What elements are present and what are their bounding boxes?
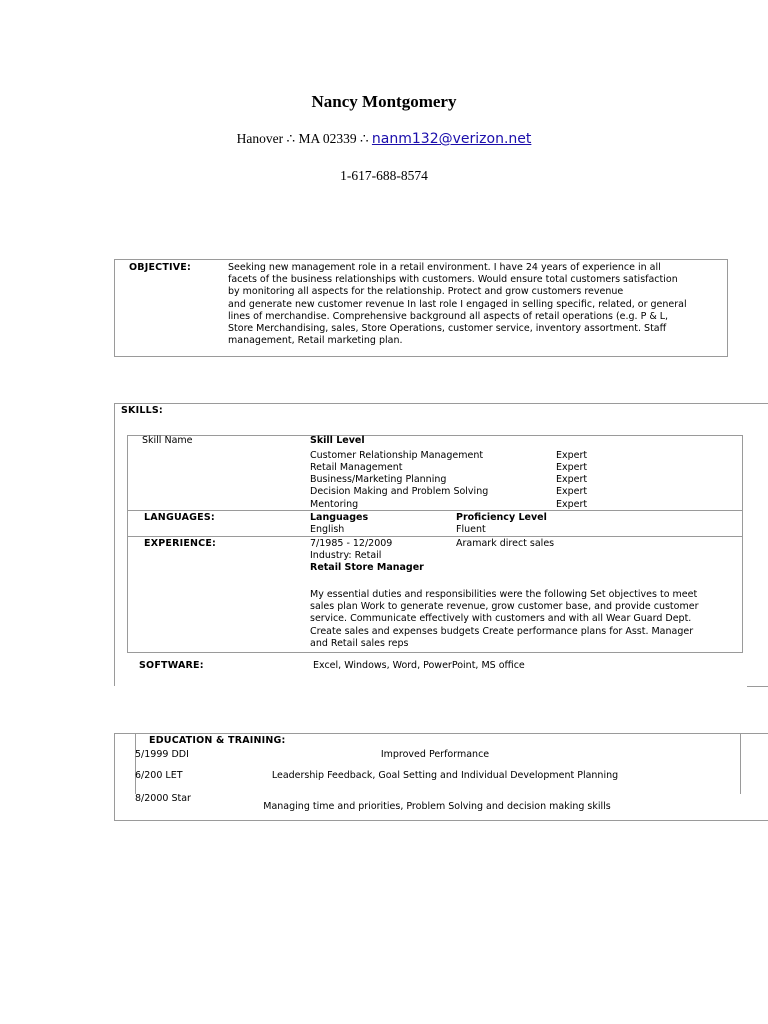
phone-number: 1-617-688-8574 bbox=[340, 168, 428, 183]
skill-level: Expert bbox=[556, 462, 588, 473]
language-value: English bbox=[310, 524, 345, 535]
education-label: EDUCATION & TRAINING: bbox=[149, 735, 286, 746]
separator-icon: ∴ bbox=[359, 131, 369, 146]
divider bbox=[128, 536, 742, 537]
email-link[interactable]: nanm132@verizon.net bbox=[371, 131, 532, 147]
skill-name: Retail Management bbox=[310, 462, 403, 473]
proficiency-header: Proficiency Level bbox=[456, 512, 547, 523]
skills-section bbox=[114, 403, 768, 686]
objective-label: OBJECTIVE: bbox=[129, 262, 191, 273]
divider bbox=[747, 686, 768, 687]
experience-line: sales plan Work to generate revenue, grow customer base, and provide customer bbox=[310, 601, 699, 613]
experience-industry: Industry: Retail bbox=[310, 550, 382, 561]
education-date: 8/2000 Star bbox=[135, 793, 191, 804]
skill-name-header: Skill Name bbox=[142, 435, 193, 446]
proficiency-value: Fluent bbox=[456, 524, 486, 535]
education-date: 5/1999 DDI bbox=[135, 749, 189, 760]
skill-level: Expert bbox=[556, 486, 588, 497]
state-zip: MA 02339 bbox=[298, 131, 357, 146]
education-section bbox=[114, 733, 768, 821]
skill-level: Expert bbox=[556, 450, 588, 461]
experience-title: Retail Store Manager bbox=[310, 562, 424, 573]
software-label: SOFTWARE: bbox=[139, 660, 204, 671]
skill-name: Business/Marketing Planning bbox=[310, 474, 447, 485]
skill-level-header: Skill Level bbox=[310, 435, 365, 446]
objective-line: Seeking new management role in a retail environment. I have 24 years of experience in all bbox=[228, 262, 661, 273]
education-desc: Managing time and priorities, Problem Solving and decision making skills bbox=[263, 801, 611, 812]
education-desc: Improved Performance bbox=[380, 749, 490, 760]
skills-label: SKILLS: bbox=[121, 405, 163, 416]
experience-label: EXPERIENCE: bbox=[144, 538, 217, 549]
resume-name: Nancy Montgomery bbox=[311, 92, 457, 111]
objective-line: management, Retail marketing plan. bbox=[228, 335, 403, 347]
languages-header: Languages bbox=[310, 512, 369, 523]
objective-line: Store Merchandising, sales, Store Operations, customer service, inventory assortment. Staff bbox=[228, 323, 667, 335]
languages-label: LANGUAGES: bbox=[144, 512, 215, 523]
experience-dates: 7/1985 - 12/2009 bbox=[310, 538, 393, 549]
experience-line: service. Communicate effectively with customers and with all Wear Guard Dept. bbox=[310, 613, 692, 625]
address-line bbox=[0, 131, 768, 147]
objective-line: and generate new customer revenue In last role I engaged in selling specific, related, or general bbox=[228, 298, 687, 310]
divider bbox=[128, 510, 742, 511]
skills-table bbox=[127, 435, 743, 653]
education-desc: Leadership Feedback, Goal Setting and Individual Development Planning bbox=[271, 770, 619, 781]
experience-line: and Retail sales reps bbox=[310, 637, 409, 649]
skill-level: Expert bbox=[556, 474, 588, 485]
separator-icon: ∴ bbox=[286, 131, 296, 146]
experience-company: Aramark direct sales bbox=[456, 538, 555, 549]
objective-line: lines of merchandise. Comprehensive background all aspects of retail operations (e.g. P & L, bbox=[228, 310, 669, 322]
objective-text bbox=[228, 262, 724, 347]
education-date: 6/200 LET bbox=[135, 770, 183, 781]
skill-level: Expert bbox=[556, 499, 588, 510]
experience-line: Create sales and expenses budgets Create performance plans for Asst. Manager bbox=[310, 625, 694, 637]
objective-line: by monitoring all aspects for the relationship. Protect and grow customers revenue bbox=[228, 286, 624, 298]
objective-section bbox=[114, 259, 728, 357]
experience-line: My essential duties and responsibilities were the following Set objectives to meet bbox=[310, 589, 698, 600]
skill-name: Decision Making and Problem Solving bbox=[310, 486, 489, 497]
city: Hanover bbox=[236, 131, 284, 146]
skill-name: Mentoring bbox=[310, 499, 359, 510]
software-value: Excel, Windows, Word, PowerPoint, MS office bbox=[313, 660, 525, 671]
skill-name: Customer Relationship Management bbox=[310, 450, 484, 461]
experience-description bbox=[310, 589, 730, 650]
objective-line: facets of the business relationships with customers. Would ensure total customers satisfaction bbox=[228, 274, 678, 286]
